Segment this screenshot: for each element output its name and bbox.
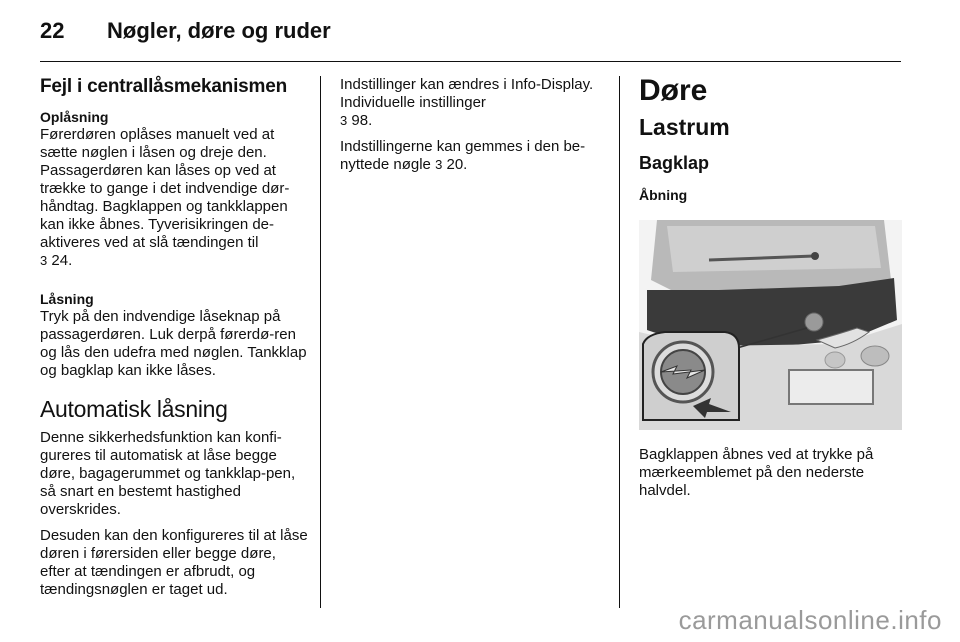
heading-cargo: Lastrum: [639, 114, 730, 140]
auto-lock-title: Automatisk låsning: [40, 396, 228, 422]
heading-opening: Åbning: [639, 187, 688, 203]
column-divider: [320, 76, 321, 608]
auto-lock-paragraph-2: Desuden kan den konfigureres til at låse døren i førersiden eller begge døre, efter at tændingen er afbrudt, og tændingsnøglen er taget ud.: [40, 527, 308, 598]
column-left: [40, 76, 308, 607]
cross-reference-icon: 3: [435, 157, 443, 172]
page-number: 22: [40, 18, 65, 43]
header-rule: [40, 61, 901, 62]
column-right: [639, 76, 907, 508]
heading-doors: Døre: [639, 74, 708, 107]
column-middle: [340, 76, 608, 182]
tailgate-drawing: [639, 220, 902, 430]
unlock-page-ref[interactable]: 24.: [51, 252, 73, 269]
unlock-heading: Oplåsning: [40, 109, 109, 125]
lock-paragraph: Tryk på den indvendige låseknap på passagerdøren. Luk derpå førerdø-ren og lås den udefra med nøglen. Tankklap og bagklap kan ikke låses.: [40, 308, 307, 379]
unlock-paragraph: [40, 126, 308, 270]
tailgate-illustration: [639, 220, 902, 430]
settings-page-ref[interactable]: 98.: [351, 112, 373, 129]
column-divider: [619, 76, 620, 608]
settings-paragraph: [340, 76, 608, 130]
unlock-text: Førerdøren oplåses manuelt ved at sætte nøglen i låsen og dreje den. Passagerdøren kan låses op ved at trække to gange i det indvendige dør-håndtag. Bagklappen og tankklappen kan ikke åbnes. Tyverisikringen de-aktiveres ved at slå tændingen til: [40, 126, 290, 251]
key-memory-paragraph: [340, 138, 608, 174]
section-title: Fejl i centrallåsmekanismen: [40, 76, 287, 97]
watermark: carmanualsonline.info: [678, 605, 942, 635]
page-header: [40, 18, 920, 48]
auto-lock-paragraph-1: Denne sikkerhedsfunktion kan konfi-gureres til automatisk at låse begge døre, bagagerummet og tankklap-pen, så snart en bestemt hastighed overskrides.: [40, 429, 296, 518]
key-memory-page-ref[interactable]: 20.: [446, 156, 468, 173]
figure-caption: Bagklappen åbnes ved at trykke på mærkeemblemet på den nederste halvdel.: [639, 446, 874, 499]
settings-text: Indstillinger kan ændres i Info-Display. Individuelle instillinger: [340, 76, 594, 111]
heading-tailgate: Bagklap: [639, 153, 710, 173]
key-memory-text: Indstillingerne kan gemmes i den be-nyttede nøgle: [340, 138, 586, 173]
lock-heading: Låsning: [40, 291, 94, 307]
cross-reference-icon: 3: [40, 253, 48, 268]
chapter-title: Nøgler, døre og ruder: [107, 18, 331, 43]
cross-reference-icon: 3: [340, 113, 348, 128]
